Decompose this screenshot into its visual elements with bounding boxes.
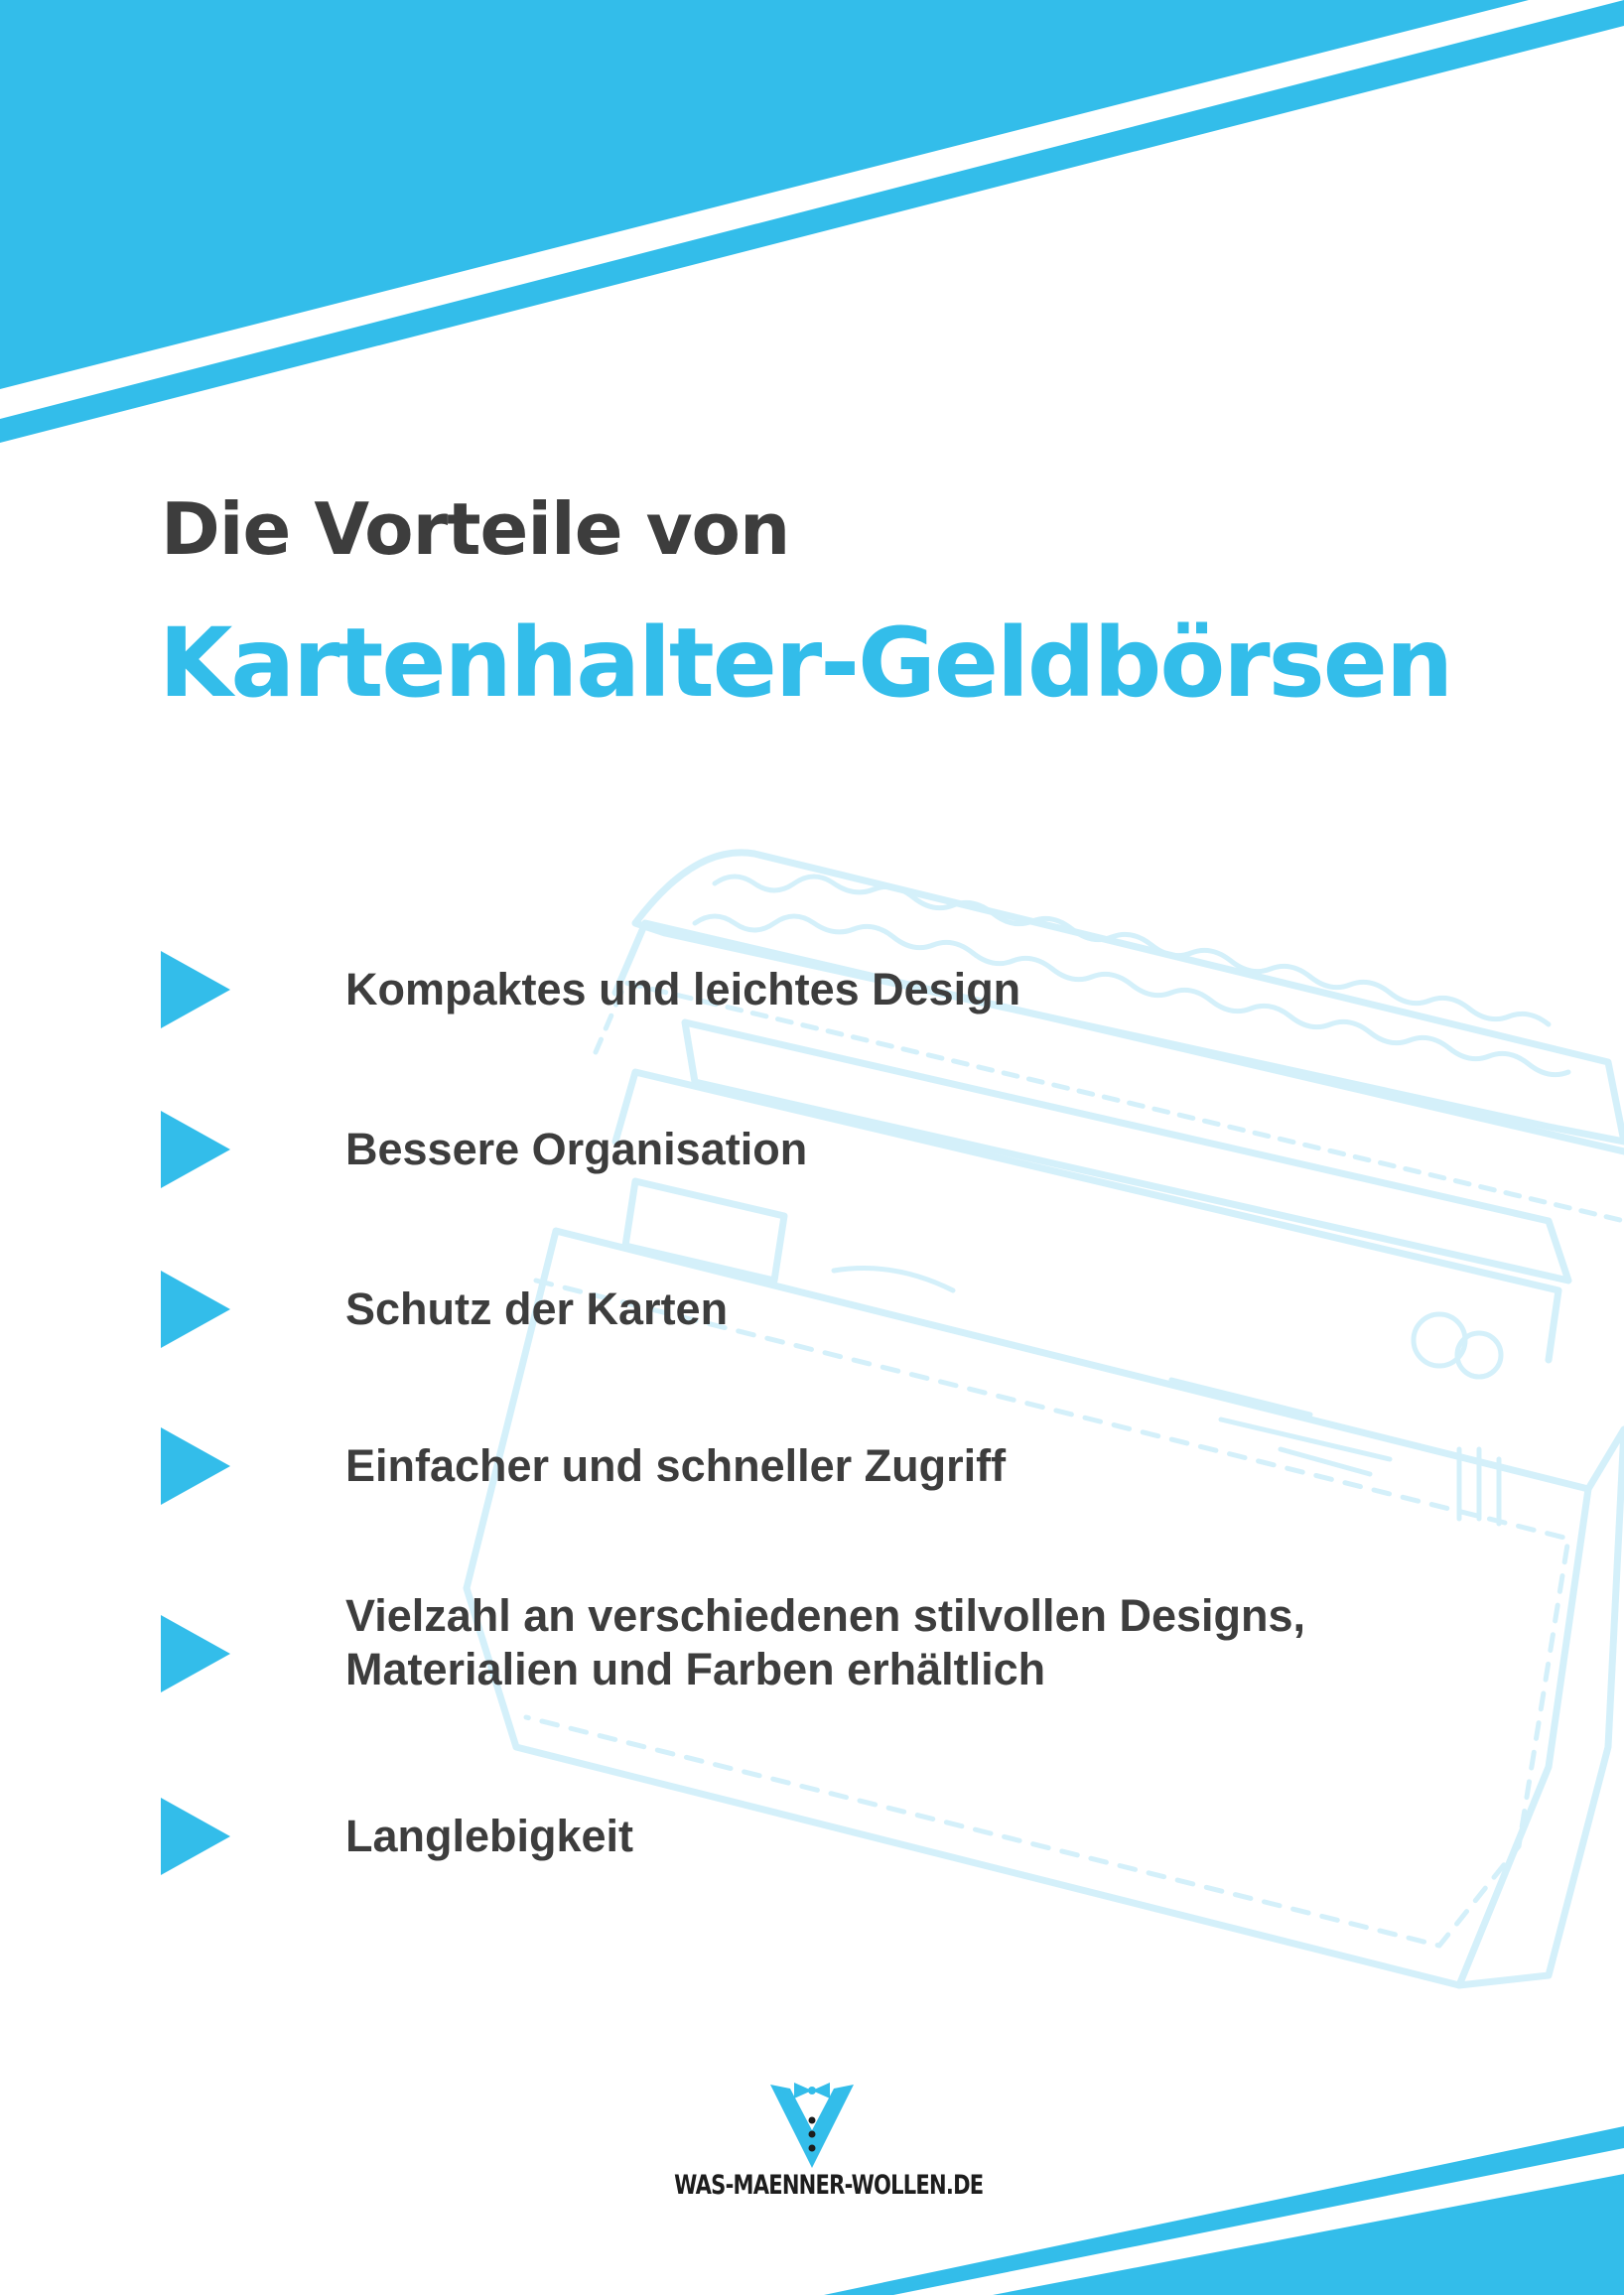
list-item-text: Schutz der Karten [345, 1283, 729, 1334]
list-item-text: Langlebigkeit [345, 1811, 634, 1861]
list-item-text: Einfacher und schneller Zugriff [345, 1440, 1007, 1491]
wallet-illustration-icon [467, 853, 1624, 1985]
list-item-text: Kompaktes und leichtes Design [345, 964, 1021, 1014]
triangle-arrow-right-icon [161, 1427, 230, 1505]
top-blue-band [0, 0, 1529, 389]
list-item-text: Bessere Organisation [345, 1124, 808, 1174]
logo-text: WAS-MAENNER-WOLLEN.DE [674, 2170, 984, 2201]
list-item-text: Vielzahl an verschiedenen stilvollen Designs, [345, 1590, 1306, 1641]
triangle-arrow-right-icon [161, 1615, 230, 1692]
triangle-arrow-right-icon [161, 1111, 230, 1188]
triangle-arrow-right-icon [161, 1798, 230, 1875]
site-logo[interactable] [635, 2079, 989, 2208]
triangle-arrow-right-icon [161, 1271, 230, 1348]
triangle-arrow-right-icon [161, 951, 230, 1028]
heading-line-1: Die Vorteile von [161, 487, 790, 571]
heading-line-2: Kartenhalter-Geldbörsen [159, 608, 1452, 719]
list-item-text: Materialien und Farben erhältlich [345, 1644, 1046, 1694]
tuxedo-bowtie-icon [635, 2079, 989, 2170]
bottom-blue-band [993, 2174, 1624, 2295]
